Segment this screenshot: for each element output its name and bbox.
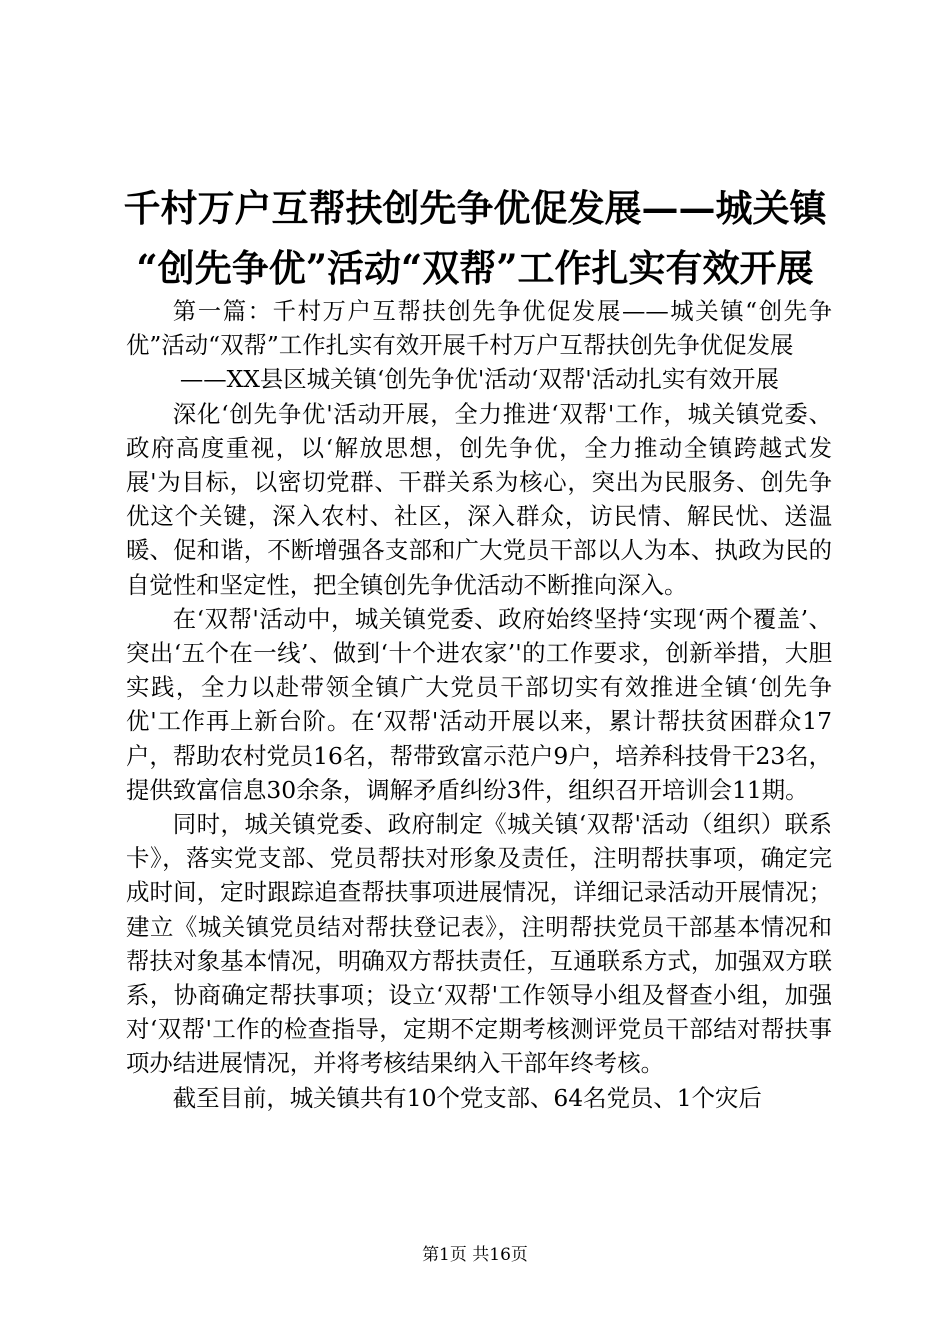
document-title-line-2: “创先争优”活动“双帮”工作扎实有效开展 xyxy=(136,246,814,290)
document-body xyxy=(126,294,832,1115)
paragraph-4: 在‘双帮'活动中，城关镇党委、政府始终坚持‘实现‘两个覆盖’、突出‘五个在一线’、做到‘十个进农家’'的工作要求，创新举措，大胆实践，全力以赴带领全镇广大党员干部切实有效推进全镇‘创先争优'工作再上新台阶。在‘双帮'活动开展以来，累计帮扶贫困群众17户，帮助农村党员16名，帮带致富示范户9户，培养科技骨干23名，提供致富信息30余条，调解矛盾纠纷3件，组织召开培训会11期。 xyxy=(126,604,832,804)
document-title-line-1: 千村万户互帮扶创先争优促发展——城关镇 xyxy=(123,186,827,230)
paragraph-5: 同时，城关镇党委、政府制定《城关镇‘双帮'活动（组织）联系卡》，落实党支部、党员帮扶对形象及责任，注明帮扶事项，确定完成时间，定时跟踪追查帮扶事项进展情况，详细记录活动开展情况；建立《城关镇党员结对帮扶登记表》，注明帮扶党员干部基本情况和帮扶对象基本情况，明确双方帮扶责任，互通联系方式，加强双方联系，协商确定帮扶事项；设立‘双帮'工作领导小组及督查小组，加强对‘双帮'工作的检查指导，定期不定期考核测评党员干部结对帮扶事项办结进展情况，并将考核结果纳入干部年终考核。 xyxy=(126,810,832,1078)
paragraph-3: 深化‘创先争优'活动开展，全力推进‘双帮'工作，城关镇党委、政府高度重视，以‘解放思想，创先争优，全力推动全镇跨越式发展'为目标，以密切党群、干群关系为核心，突出为民服务、创先争优这个关键，深入农村、社区，深入群众，访民情、解民忧、送温暖、促和谐，不断增强各支部和广大党员干部以人为本、执政为民的自觉性和坚定性，把全镇创先争优活动不断推向深入。 xyxy=(126,399,832,599)
page-number-footer: 第1页 共16页 xyxy=(422,1245,528,1265)
paragraph-1: 第一篇：千村万户互帮扶创先争优促发展——城关镇“创先争优”活动“双帮”工作扎实有效开展千村万户互帮扶创先争优促发展 xyxy=(126,297,832,360)
paragraph-2: ——XX县区城关镇‘创先争优'活动‘双帮'活动扎实有效开展 xyxy=(179,365,779,394)
paragraph-6: 截至目前，城关镇共有10个党支部、64名党员、1个灾后 xyxy=(172,1083,762,1112)
